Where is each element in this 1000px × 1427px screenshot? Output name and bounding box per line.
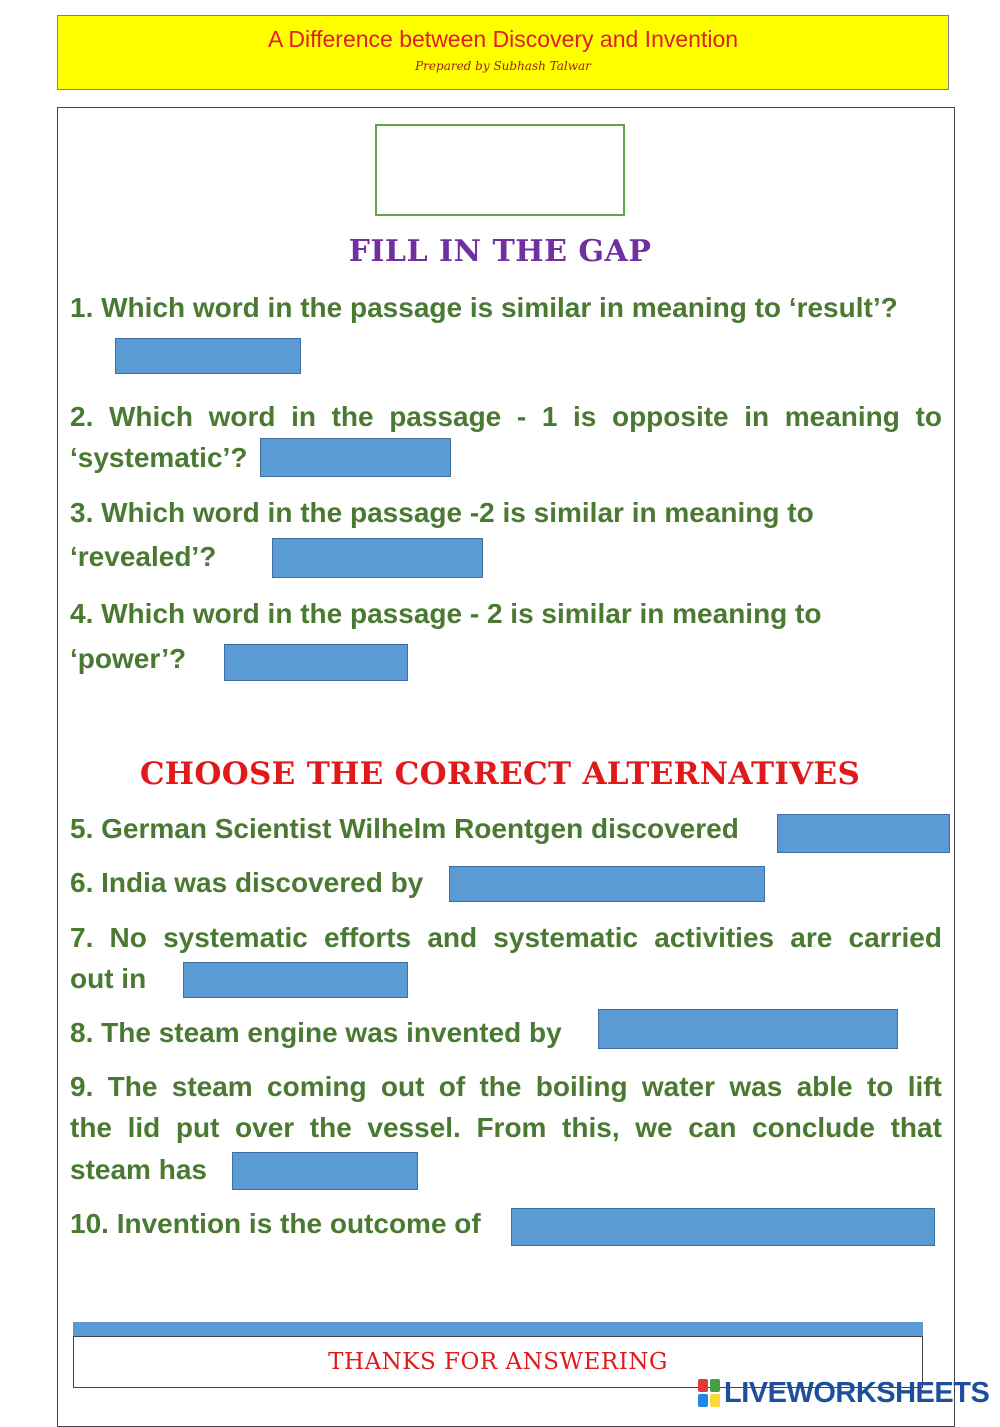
word: put — [175, 1112, 220, 1143]
word: systematic — [163, 922, 308, 953]
question-1: 1. Which word in the passage is similar in meaning to ‘result’? — [70, 292, 898, 323]
word: lift — [907, 1071, 942, 1102]
answer-select-9[interactable] — [232, 1152, 418, 1190]
word: we — [635, 1112, 673, 1143]
word: activities — [654, 922, 775, 953]
question-2-line-2: ‘systematic’? — [70, 442, 248, 473]
question-7-line-2: out in — [70, 963, 147, 994]
fill-in-gap-heading: FILL IN THE GAP — [348, 234, 652, 269]
word: over — [235, 1112, 295, 1143]
word: 1 — [541, 401, 558, 432]
question-4-line-2: ‘power’? — [70, 643, 187, 674]
word: that — [890, 1112, 942, 1143]
author-credit: Prepared by Subhash Talwar — [415, 59, 591, 73]
logo-mark-icon — [698, 1379, 720, 1407]
answer-select-7[interactable] — [183, 962, 408, 998]
word: the — [479, 1071, 522, 1102]
word: The — [107, 1071, 158, 1102]
word: in — [291, 401, 316, 432]
word: coming — [267, 1071, 367, 1102]
word: out — [380, 1071, 425, 1102]
answer-select-6[interactable] — [449, 866, 765, 902]
choose-alternatives-heading: CHOOSE THE CORRECT ALTERNATIVES — [139, 756, 861, 792]
word: vessel. — [367, 1112, 461, 1143]
word: boiling — [535, 1071, 628, 1102]
question-3-line-2: ‘revealed’? — [70, 541, 217, 572]
word: the — [331, 401, 374, 432]
word: 7. — [70, 922, 94, 953]
footer-accent-bar — [73, 1322, 923, 1336]
answer-input-4[interactable] — [224, 644, 408, 681]
image-placeholder — [375, 124, 625, 216]
answer-select-8[interactable] — [598, 1009, 898, 1049]
title-banner — [57, 15, 949, 90]
answer-input-3[interactable] — [272, 538, 483, 578]
word: in — [744, 401, 770, 432]
answer-select-5[interactable] — [777, 814, 950, 853]
word: opposite — [611, 401, 729, 432]
word: No — [109, 922, 147, 953]
word: 9. — [70, 1071, 94, 1102]
word: 2. — [70, 401, 94, 432]
thanks-message: THANKS FOR ANSWERING — [328, 1349, 668, 1375]
question-5: 5. German Scientist Wilhelm Roentgen discovered — [70, 813, 739, 844]
question-6: 6. India was discovered by — [70, 867, 424, 898]
logo-block-green — [710, 1379, 720, 1392]
question-2-line-1 — [70, 401, 942, 433]
word: steam — [171, 1071, 253, 1102]
question-9-line-2 — [70, 1112, 942, 1144]
question-9-line-1 — [70, 1071, 942, 1103]
word: to — [866, 1071, 894, 1102]
word: - — [516, 401, 527, 432]
word: was — [729, 1071, 783, 1102]
word: to — [915, 401, 942, 432]
question-7-line-1 — [70, 922, 942, 954]
word: efforts — [324, 922, 412, 953]
word: this, — [562, 1112, 620, 1143]
word: From — [476, 1112, 547, 1143]
word: meaning — [784, 401, 900, 432]
word: the — [309, 1112, 352, 1143]
word: passage — [389, 401, 502, 432]
word: conclude — [752, 1112, 875, 1143]
word: carried — [848, 922, 942, 953]
answer-input-1[interactable] — [115, 338, 301, 374]
question-4-line-1: 4. Which word in the passage - 2 is similar in meaning to — [70, 598, 822, 629]
logo-block-yellow — [710, 1394, 720, 1407]
logo-block-blue — [698, 1394, 708, 1407]
word: lid — [127, 1112, 161, 1143]
worksheet-title: A Difference between Discovery and Invention — [267, 26, 739, 52]
word: the — [70, 1112, 112, 1143]
word: are — [790, 922, 833, 953]
liveworksheets-logo[interactable] — [698, 1378, 989, 1408]
word: systematic — [493, 922, 639, 953]
question-3-line-1: 3. Which word in the passage -2 is similar in meaning to — [70, 497, 814, 528]
word: water — [641, 1071, 716, 1102]
word: able — [796, 1071, 853, 1102]
word: can — [688, 1112, 737, 1143]
word: is — [573, 401, 597, 432]
answer-input-2[interactable] — [260, 438, 451, 477]
logo-block-red — [698, 1379, 708, 1392]
word: word — [208, 401, 276, 432]
word: and — [427, 922, 478, 953]
word: Which — [108, 401, 193, 432]
question-9-line-3: steam has — [70, 1154, 207, 1185]
logo-text: LIVEWORKSHEETS — [724, 1376, 990, 1409]
word: of — [438, 1071, 466, 1102]
question-8: 8. The steam engine was invented by — [70, 1017, 562, 1048]
answer-select-10[interactable] — [511, 1208, 935, 1246]
question-10: 10. Invention is the outcome of — [70, 1208, 481, 1239]
